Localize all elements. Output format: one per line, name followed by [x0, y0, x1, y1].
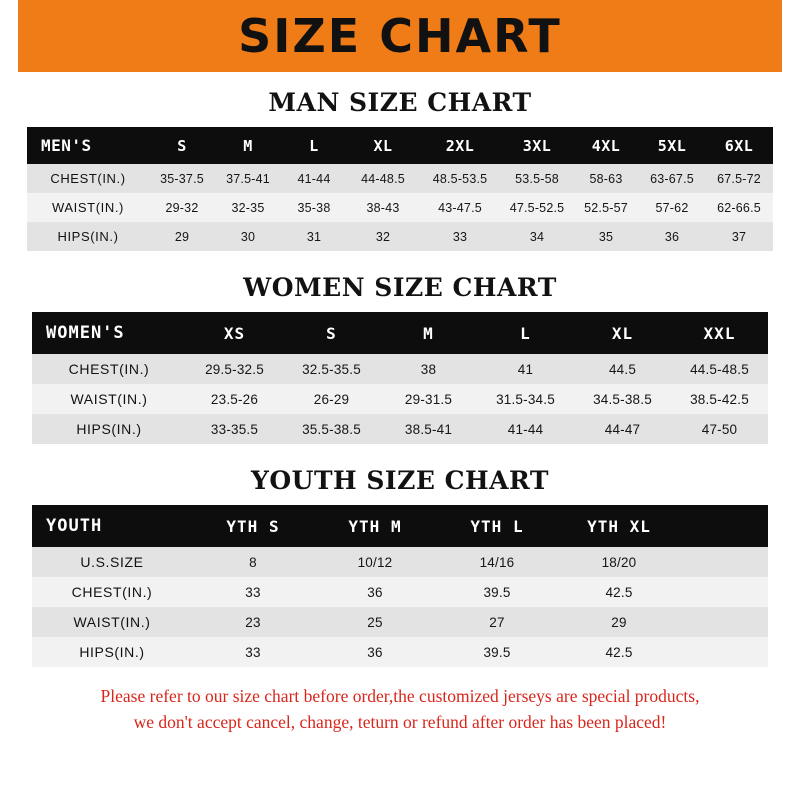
- man-col-3: L: [309, 136, 319, 155]
- table-row: [32, 607, 768, 637]
- footer-note-line-2: we don't accept cancel, change, teturn or refund after order has been placed!: [133, 712, 667, 733]
- women-col-3: M: [423, 323, 434, 343]
- table-row: [27, 193, 773, 222]
- table-row: [32, 547, 768, 577]
- man-cell-2-3: 32: [375, 229, 391, 244]
- man-cell-2-4: 33: [452, 229, 468, 244]
- table-row: [27, 164, 773, 193]
- youth-cell-0-3: 18/20: [601, 554, 637, 570]
- youth-cell-3-4: [680, 637, 768, 667]
- women-row-2-label: HIPS(IN.): [76, 421, 142, 437]
- man-cell-1-2: 35-38: [297, 200, 331, 215]
- man-cell-1-3: 38-43: [366, 200, 400, 215]
- man-cell-2-6: 35: [598, 229, 614, 244]
- man-section-title: MAN SIZE CHART: [268, 88, 532, 117]
- table-row: [32, 414, 768, 444]
- man-col-6: 3XL: [522, 136, 552, 155]
- women-cell-1-5: 38.5-42.5: [690, 391, 749, 407]
- man-cell-2-7: 36: [664, 229, 680, 244]
- youth-cell-1-0: 33: [245, 584, 261, 600]
- youth-cell-0-4: [680, 547, 768, 577]
- women-cell-2-4: 44-47: [604, 421, 641, 437]
- women-cell-1-2: 29-31.5: [404, 391, 453, 407]
- youth-row-2-label: WAIST(IN.): [73, 614, 151, 630]
- youth-cell-2-2: 27: [489, 614, 505, 630]
- man-cell-1-0: 29-32: [165, 200, 199, 215]
- youth-cell-1-4: [680, 577, 768, 607]
- man-cell-2-2: 31: [306, 229, 322, 244]
- youth-row-3-label: HIPS(IN.): [79, 644, 145, 660]
- youth-cell-2-0: 23: [245, 614, 261, 630]
- man-col-7: 4XL: [591, 136, 621, 155]
- women-cell-0-2: 38: [420, 361, 437, 377]
- man-cell-0-6: 58-63: [589, 171, 623, 186]
- women-col-6: XXL: [703, 323, 736, 343]
- youth-cell-1-3: 42.5: [605, 584, 633, 600]
- women-cell-2-3: 41-44: [507, 421, 544, 437]
- women-cell-0-5: 44.5-48.5: [690, 361, 749, 377]
- women-cell-2-5: 47-50: [701, 421, 738, 437]
- man-cell-1-6: 52.5-57: [584, 200, 628, 215]
- footer-note: [23, 683, 777, 736]
- man-size-table: [27, 127, 773, 251]
- man-col-9: 6XL: [724, 136, 754, 155]
- women-cell-0-3: 41: [517, 361, 534, 377]
- man-cell-2-0: 29: [174, 229, 190, 244]
- women-header-row: [32, 312, 768, 354]
- women-cell-0-4: 44.5: [608, 361, 637, 377]
- youth-cell-3-3: 42.5: [605, 644, 633, 660]
- header-band: [0, 0, 800, 72]
- women-row-1-label: WAIST(IN.): [70, 391, 148, 407]
- women-col-4: L: [520, 323, 531, 343]
- women-cell-1-0: 23.5-26: [210, 391, 259, 407]
- header-notch-right: [782, 0, 800, 72]
- table-row: [32, 354, 768, 384]
- man-row-2-label: HIPS(IN.): [57, 229, 119, 244]
- youth-cell-2-4: [680, 607, 768, 637]
- women-col-2: S: [326, 323, 337, 343]
- youth-row-0-label: U.S.SIZE: [80, 554, 144, 570]
- man-cell-1-1: 32-35: [231, 200, 265, 215]
- content-area: [0, 88, 800, 736]
- man-col-4: XL: [373, 136, 393, 155]
- table-row: [32, 384, 768, 414]
- women-cell-1-4: 34.5-38.5: [593, 391, 652, 407]
- women-cell-1-1: 26-29: [313, 391, 350, 407]
- man-row-1-label: WAIST(IN.): [52, 200, 124, 215]
- youth-header-row: [32, 505, 768, 547]
- women-size-table: [32, 312, 768, 444]
- man-cell-0-5: 53.5-58: [515, 171, 559, 186]
- man-col-0: MEN'S: [41, 136, 92, 155]
- women-col-1: XS: [223, 323, 246, 343]
- youth-cell-1-1: 36: [367, 584, 383, 600]
- women-cell-0-0: 29.5-32.5: [205, 361, 264, 377]
- women-section-title: WOMEN SIZE CHART: [243, 273, 557, 302]
- man-cell-0-8: 67.5-72: [717, 171, 761, 186]
- man-cell-0-3: 44-48.5: [361, 171, 405, 186]
- youth-cell-0-2: 14/16: [479, 554, 515, 570]
- women-cell-2-0: 33-35.5: [210, 421, 259, 437]
- man-cell-0-2: 41-44: [297, 171, 331, 186]
- man-col-8: 5XL: [657, 136, 687, 155]
- women-cell-2-1: 35.5-38.5: [302, 421, 361, 437]
- man-cell-1-8: 62-66.5: [717, 200, 761, 215]
- youth-section-title: YOUTH SIZE CHART: [251, 466, 549, 495]
- youth-cell-3-2: 39.5: [483, 644, 511, 660]
- women-cell-2-2: 38.5-41: [404, 421, 453, 437]
- man-cell-2-1: 30: [240, 229, 256, 244]
- table-row: [32, 637, 768, 667]
- women-row-0-label: CHEST(IN.): [68, 361, 150, 377]
- youth-cell-3-1: 36: [367, 644, 383, 660]
- youth-row-1-label: CHEST(IN.): [71, 584, 153, 600]
- youth-size-table: [32, 505, 768, 667]
- youth-cell-0-1: 10/12: [357, 554, 393, 570]
- man-cell-0-1: 37.5-41: [226, 171, 270, 186]
- youth-cell-3-0: 33: [245, 644, 261, 660]
- man-row-0-label: CHEST(IN.): [50, 171, 126, 186]
- man-cell-0-7: 63-67.5: [650, 171, 694, 186]
- man-col-2: M: [243, 136, 253, 155]
- youth-cell-1-2: 39.5: [483, 584, 511, 600]
- man-cell-1-4: 43-47.5: [438, 200, 482, 215]
- youth-cell-2-1: 25: [367, 614, 383, 630]
- youth-col-5: [680, 505, 768, 547]
- man-cell-0-4: 48.5-53.5: [432, 171, 488, 186]
- man-col-1: S: [177, 136, 187, 155]
- man-col-5: 2XL: [445, 136, 475, 155]
- header-notch-left: [0, 0, 18, 72]
- youth-col-0: YOUTH: [46, 516, 103, 536]
- table-row: [32, 577, 768, 607]
- table-row: [27, 222, 773, 251]
- man-cell-0-0: 35-37.5: [160, 171, 204, 186]
- man-header-row: [27, 127, 773, 164]
- page-title: SIZE CHART: [238, 9, 562, 63]
- man-cell-1-5: 47.5-52.5: [509, 200, 565, 215]
- youth-cell-2-3: 29: [611, 614, 627, 630]
- man-cell-1-7: 57-62: [655, 200, 689, 215]
- youth-col-3: YTH L: [470, 516, 524, 536]
- youth-col-4: YTH XL: [587, 516, 651, 536]
- women-cell-1-3: 31.5-34.5: [496, 391, 555, 407]
- youth-col-2: YTH M: [348, 516, 402, 536]
- youth-cell-0-0: 8: [249, 554, 257, 570]
- footer-note-line-1: Please refer to our size chart before order,the customized jerseys are special products,: [100, 686, 700, 706]
- women-col-5: XL: [611, 323, 634, 343]
- youth-col-1: YTH S: [226, 516, 280, 536]
- man-cell-2-5: 34: [529, 229, 545, 244]
- man-cell-2-8: 37: [731, 229, 747, 244]
- women-col-0: WOMEN'S: [46, 323, 125, 343]
- women-cell-0-1: 32.5-35.5: [302, 361, 361, 377]
